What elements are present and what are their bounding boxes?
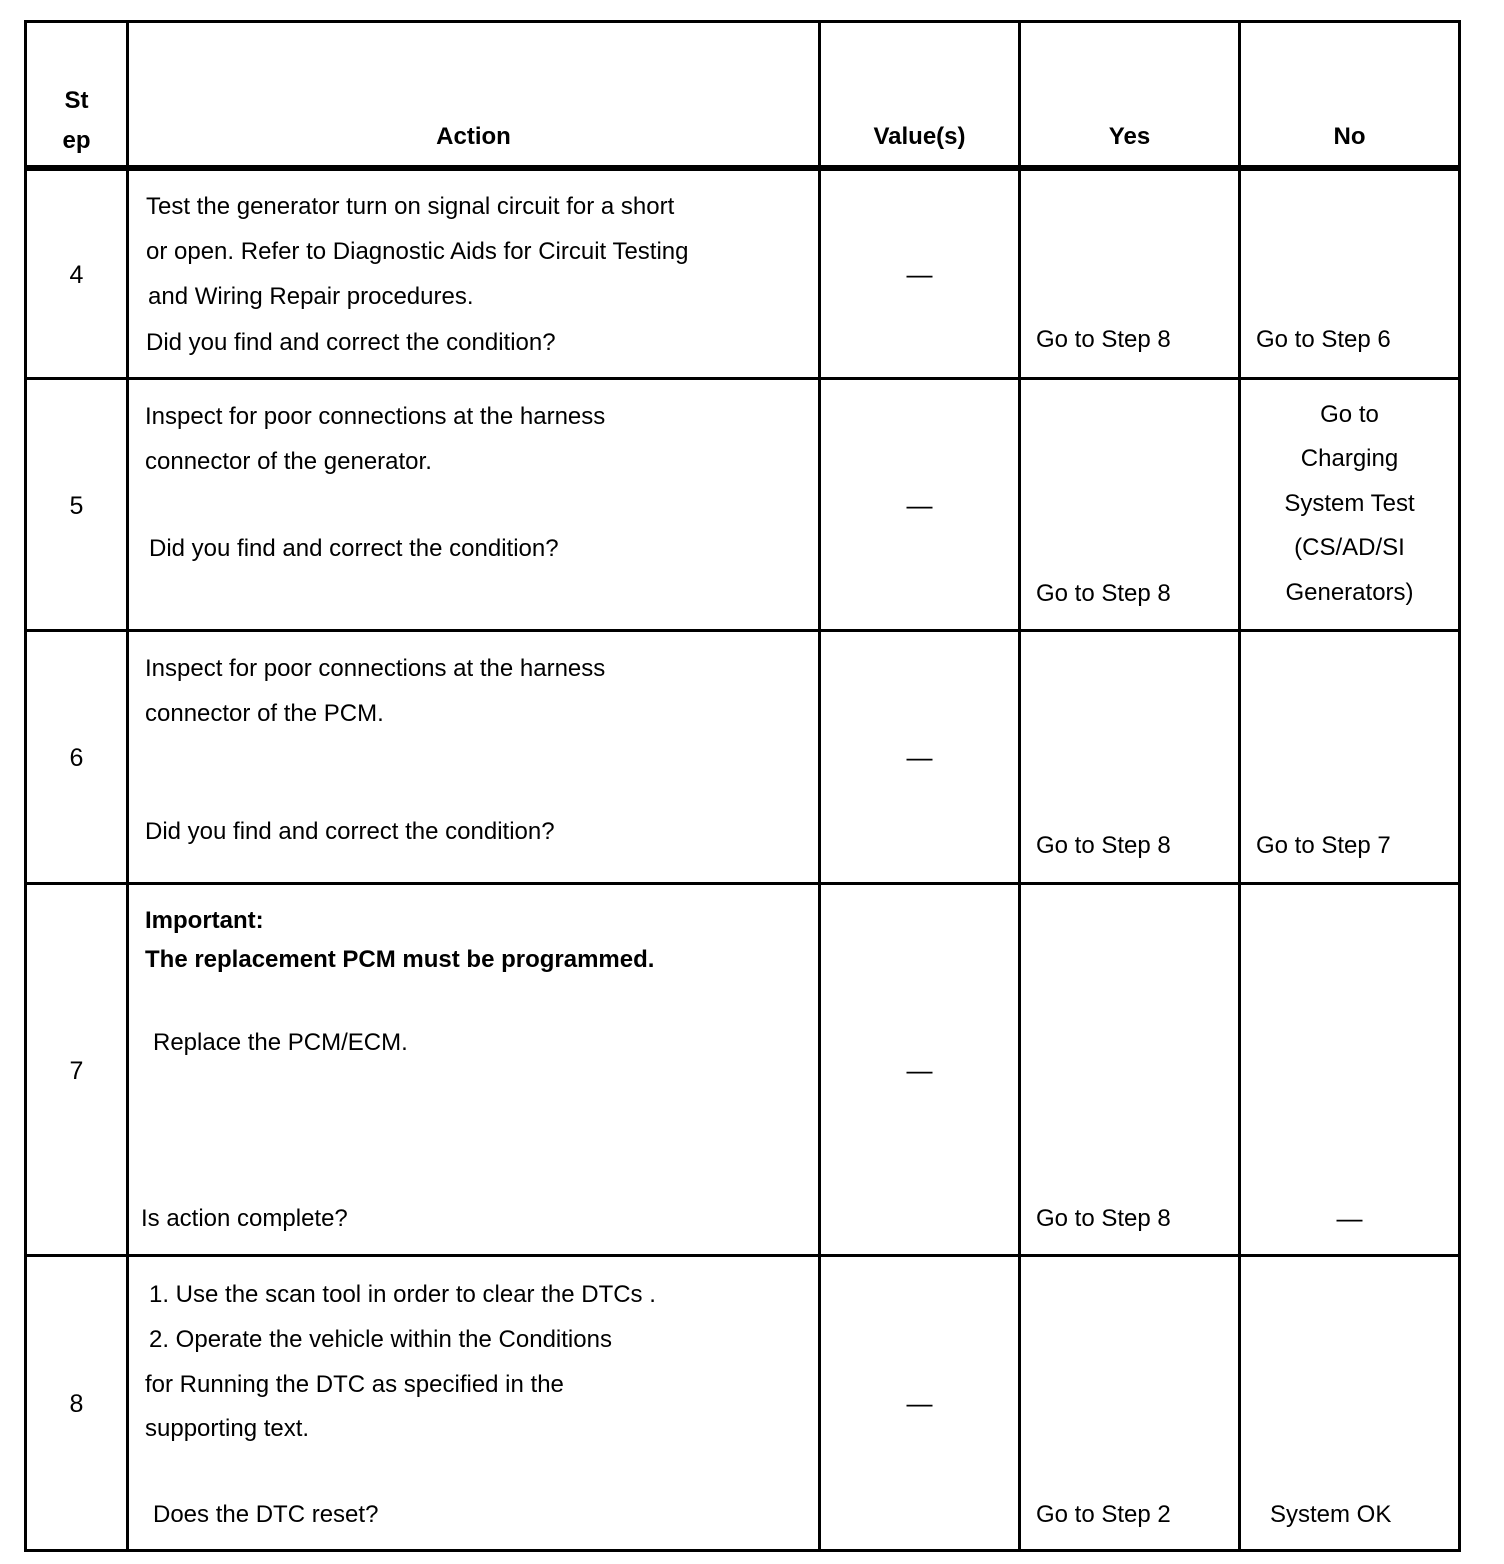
header-values-label: Value(s) [873, 123, 966, 150]
step-number: 4 [69, 261, 84, 289]
yes-cell [1020, 378, 1240, 630]
yes-goto-link[interactable]: Go to Step 8 [1036, 831, 1171, 859]
action-line: for Running the DTC as specified in the [145, 1370, 564, 1398]
step-cell [26, 168, 128, 378]
no-result: System OK [1270, 1500, 1392, 1528]
no-goto-link[interactable]: Go to Step 7 [1256, 831, 1391, 859]
step-number: 7 [69, 1056, 84, 1085]
step-cell [26, 1255, 128, 1550]
action-line: or open. Refer to Diagnostic Aids for Circuit Testing [146, 238, 689, 265]
value-dash: — [906, 741, 933, 772]
header-action [128, 22, 820, 169]
no-dash: — [1336, 1202, 1363, 1233]
step-number: 8 [69, 1389, 84, 1418]
step-cell [26, 378, 128, 630]
no-cell [1240, 168, 1460, 378]
no-cell [1240, 1255, 1460, 1550]
important-label: Important: [145, 906, 264, 934]
yes-goto-link[interactable]: Go to Step 2 [1036, 1500, 1171, 1528]
no-goto-link[interactable] [1241, 393, 1458, 616]
yes-cell [1020, 883, 1240, 1255]
diagnostic-table [24, 20, 1461, 1552]
no-line: Charging [1300, 445, 1399, 472]
action-line: connector of the PCM. [145, 699, 384, 727]
step-number: 5 [69, 491, 84, 520]
header-action-label: Action [436, 123, 511, 150]
action-line: 1. Use the scan tool in order to clear the DTCs . [149, 1280, 656, 1308]
header-step-line1: St [64, 87, 89, 114]
header-step [26, 22, 128, 169]
no-goto-link[interactable]: Go to Step 6 [1256, 326, 1391, 353]
step-cell [26, 883, 128, 1255]
header-no [1240, 22, 1460, 169]
action-question: Is action complete? [141, 1204, 348, 1232]
action-line: supporting text. [145, 1414, 310, 1442]
table-row-step-5 [26, 378, 1460, 630]
value-dash: — [906, 1387, 933, 1418]
table-row-step-7 [26, 883, 1460, 1255]
action-cell [128, 168, 820, 378]
yes-cell [1020, 630, 1240, 883]
important-text: The replacement PCM must be programmed. [145, 945, 655, 973]
value-cell [820, 630, 1020, 883]
value-cell [820, 378, 1020, 630]
action-question: Did you find and correct the condition? [149, 534, 559, 562]
no-line: System Test [1284, 489, 1415, 517]
table-row-step-6 [26, 630, 1460, 883]
step-number: 6 [69, 743, 84, 772]
action-cell [128, 1255, 820, 1550]
action-cell [128, 630, 820, 883]
action-question: Did you find and correct the condition? [145, 817, 555, 845]
action-question: Did you find and correct the condition? [146, 329, 556, 356]
header-no-label: No [1333, 123, 1366, 150]
no-cell [1240, 630, 1460, 883]
yes-goto-link[interactable]: Go to Step 8 [1036, 579, 1171, 607]
header-values [820, 22, 1020, 169]
action-line: Inspect for poor connections at the harness [145, 402, 606, 430]
table-row-step-8 [26, 1255, 1460, 1550]
value-cell [820, 168, 1020, 378]
header-step-line2: ep [62, 127, 91, 154]
action-line: connector of the generator. [145, 447, 432, 475]
value-dash: — [906, 1054, 933, 1085]
yes-cell [1020, 168, 1240, 378]
no-line: (CS/AD/SI [1294, 534, 1405, 561]
no-cell [1240, 883, 1460, 1255]
action-cell [128, 378, 820, 630]
no-line: Go to [1320, 400, 1379, 428]
action-line: Test the generator turn on signal circuit for a short [146, 193, 675, 220]
header-row [26, 22, 1460, 169]
value-dash: — [906, 259, 933, 289]
yes-goto-link[interactable]: Go to Step 8 [1036, 326, 1171, 353]
value-cell [820, 1255, 1020, 1550]
action-line: 2. Operate the vehicle within the Conditions [149, 1325, 612, 1353]
action-line: and Wiring Repair procedures. [148, 283, 474, 310]
header-yes [1020, 22, 1240, 169]
no-cell [1240, 378, 1460, 630]
value-dash: — [906, 489, 933, 520]
action-cell [128, 883, 820, 1255]
step-cell [26, 630, 128, 883]
header-yes-label: Yes [1108, 123, 1151, 150]
yes-goto-link[interactable]: Go to Step 8 [1036, 1204, 1171, 1232]
yes-cell [1020, 1255, 1240, 1550]
action-line: Replace the PCM/ECM. [153, 1028, 408, 1056]
no-line: Generators) [1285, 578, 1414, 606]
action-line: Inspect for poor connections at the harness [145, 654, 606, 682]
table-row-step-4 [26, 168, 1460, 378]
action-question: Does the DTC reset? [153, 1500, 379, 1528]
value-cell [820, 883, 1020, 1255]
